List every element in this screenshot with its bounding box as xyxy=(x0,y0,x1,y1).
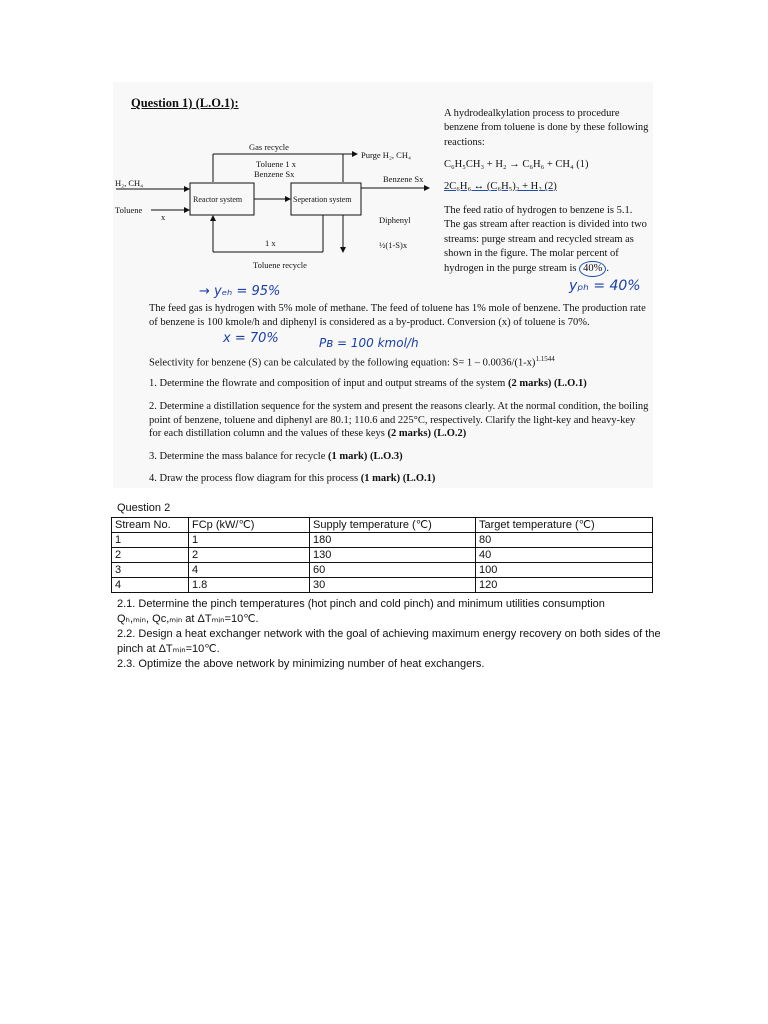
table-cell: 120 xyxy=(476,578,653,593)
label-purge: Purge H₂, CH₄ xyxy=(361,150,411,160)
handwritten-conversion: x = 70% xyxy=(223,331,279,346)
label-toluene-recycle: Toluene recycle xyxy=(253,260,307,270)
task-1: 1. Determine the flowrate and composition of input and output streams of the system (2 marks) (L.O.1) xyxy=(149,378,587,389)
label-toluene: Toluene xyxy=(115,205,143,215)
table-cell: 80 xyxy=(476,533,653,548)
feed-paragraph: The feed gas is hydrogen with 5% mole of methane. The feed of toluene has 1% mole of benzene. The production rate of benzene is 100 kmole/h and diphenyl is considered as a by-product. Conversion (x) of toluene is 70%. xyxy=(149,303,646,328)
table-cell: 2 xyxy=(189,548,310,563)
intro-text: A hydrodealkylation process to procedure benzene from toluene is done by these following reactions: xyxy=(444,108,649,148)
reaction-1: C₆H₅CH₃ + H₂ → C₆H₆ + CH₄ (1) xyxy=(444,159,589,170)
task-3: 3. Determine the mass balance for recycle (1 mark) (L.O.3) xyxy=(149,451,403,462)
selectivity-equation: Selectivity for benzene (S) can be calculated by the following equation: $S= 1 - 0.0036/(1-x)^{1.1544}$ xyxy=(149,355,555,369)
question-2-2: 2.2. Design a heat exchanger network with the goal of achieving maximum energy recovery on both sides of the pinch at ΔTₘᵢₙ=10℃. xyxy=(117,628,661,655)
table-cell: 60 xyxy=(310,563,476,578)
table-cell: 2 xyxy=(112,548,189,563)
table-cell: 1 xyxy=(189,533,310,548)
table-header-cell: Stream No. xyxy=(112,518,189,533)
feed-ratio-text: The feed ratio of hydrogen to benzene is 5.1. The gas stream after reaction is divided into two streams: purge stream and recycled stream as shown in the figure. The molar percent of hydrogen in the purge stream is 40% . xyxy=(444,204,649,277)
reaction-2: 2C₆H₆ ↔ (C₆H₅)₂ + H₂ (2) xyxy=(444,181,557,192)
label-h2-ch4: H₂, CH₄ xyxy=(115,178,144,188)
table-cell: 100 xyxy=(476,563,653,578)
label-diphenyl: Diphenyl xyxy=(379,215,411,225)
table-row xyxy=(112,578,653,593)
table-cell: 3 xyxy=(112,563,189,578)
circled-purge-percent: 40% xyxy=(579,261,606,277)
question2-title: Question 2 xyxy=(117,502,171,514)
label-separation: Seperation system xyxy=(293,195,352,204)
question1-title: Question 1) (L.O.1): xyxy=(131,96,239,110)
handwritten-benzene-rate: Pʙ = 100 kmol/h xyxy=(319,336,419,350)
handwritten-yph: yₚₕ = 40% xyxy=(569,278,641,294)
label-benzene-sx: Benzene Sx xyxy=(254,169,295,179)
table-header-cell: Supply temperature (℃) xyxy=(310,518,476,533)
label-diphenyl-amount: ½(1-S)x xyxy=(379,240,408,250)
label-x: x xyxy=(161,212,166,222)
table-row xyxy=(112,548,653,563)
stream-table xyxy=(111,517,653,593)
label-reactor: Reactor system xyxy=(193,195,243,204)
label-toluene-x: Toluene 1 x xyxy=(256,159,297,169)
table-cell: 1.8 xyxy=(189,578,310,593)
table-header-row xyxy=(112,518,653,533)
table-cell: 180 xyxy=(310,533,476,548)
table-header-cell: FCp (kW/℃) xyxy=(189,518,310,533)
process-diagram xyxy=(113,82,443,282)
task-2: 2. Determine a distillation sequence for the system and present the reasons clearly. At the normal condition, the boiling point of benzene, toluene and diphenyl are 80.1; 110.6 and 225°C, respectively. Clarify the light-key and heavy-key for each distillation column and the values of these keys (2 marks) (L.O.2) xyxy=(149,401,649,440)
question-2-1: 2.1. Determine the pinch temperatures (hot pinch and cold pinch) and minimum utilities consumption xyxy=(117,598,605,610)
task-4: 4. Draw the process flow diagram for this process (1 mark) (L.O.1) xyxy=(149,473,436,484)
table-cell: 30 xyxy=(310,578,476,593)
question-2-1-line2: Qₕ,ₘᵢₙ, Qc,ₘᵢₙ at ΔTₘᵢₙ=10℃. xyxy=(117,613,259,625)
table-header-cell: Target temperature (℃) xyxy=(476,518,653,533)
table-cell: 4 xyxy=(189,563,310,578)
label-gas-recycle: Gas recycle xyxy=(249,142,289,152)
table-cell: 40 xyxy=(476,548,653,563)
table-cell: 130 xyxy=(310,548,476,563)
question1-panel xyxy=(113,82,653,488)
label-one-x: 1 x xyxy=(265,238,276,248)
handwritten-yfh: → yₑₕ = 95% xyxy=(199,284,281,299)
table-cell: 4 xyxy=(112,578,189,593)
label-benzene-out: Benzene Sx xyxy=(383,174,424,184)
table-row xyxy=(112,533,653,548)
table-row xyxy=(112,563,653,578)
table-cell: 1 xyxy=(112,533,189,548)
question-2-3: 2.3. Optimize the above network by minimizing number of heat exchangers. xyxy=(117,658,485,670)
